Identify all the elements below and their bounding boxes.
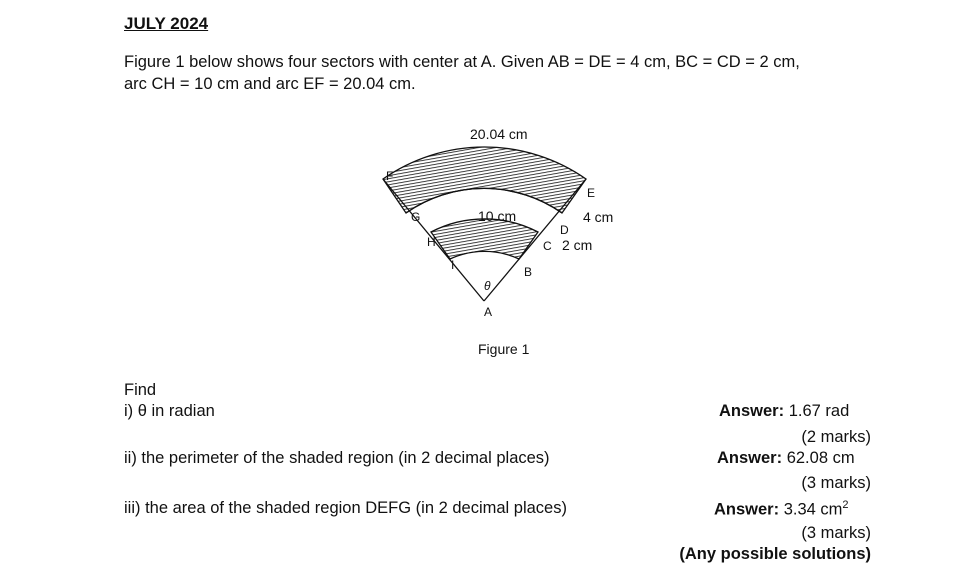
- marks-2: (3 marks): [801, 474, 871, 492]
- answer-2-value: 62.08 cm: [786, 449, 855, 467]
- figure-caption: Figure 1: [478, 341, 530, 357]
- point-d: D: [560, 223, 569, 237]
- question-3: iii) the area of the shaded region DEFG (in 2 decimal places): [124, 499, 567, 517]
- angle-theta: θ: [484, 279, 491, 293]
- answer-3-value: 3.34 cm: [783, 500, 843, 519]
- answer-3-exponent: 2: [842, 499, 849, 511]
- answer-label: Answer:: [719, 402, 785, 420]
- point-a: A: [484, 305, 493, 319]
- bc-length-label: 2 cm: [562, 237, 593, 253]
- arc-ef-label: 20.04 cm: [470, 126, 528, 142]
- shaded-region-bchi: [431, 219, 538, 259]
- marks-1: (2 marks): [801, 428, 871, 446]
- point-b: B: [524, 265, 533, 279]
- question-1: i) θ in radian: [124, 402, 215, 420]
- point-c: C: [543, 239, 552, 253]
- arc-ch-label: 10 cm: [478, 208, 517, 224]
- de-length-label: 4 cm: [583, 209, 614, 225]
- answer-1: [719, 402, 849, 421]
- answer-2: [717, 449, 855, 468]
- point-h: H: [427, 235, 436, 249]
- point-f: F: [386, 169, 394, 183]
- answer-1-value: 1.67 rad: [788, 402, 850, 420]
- find-label: Find: [124, 381, 157, 399]
- page-heading: JULY 2024: [124, 14, 209, 33]
- point-g: G: [411, 210, 421, 224]
- question-2: ii) the perimeter of the shaded region (in 2 decimal places): [124, 449, 550, 467]
- point-i: I: [451, 258, 455, 272]
- solutions-note: (Any possible solutions): [679, 545, 871, 563]
- shaded-region-defg: [383, 147, 586, 213]
- answer-label: Answer:: [717, 449, 783, 467]
- marks-3: (3 marks): [801, 524, 871, 542]
- intro-line-1: Figure 1 below shows four sectors with center at A. Given AB = DE = 4 cm, BC = CD = 2 cm,: [124, 53, 800, 71]
- answer-label: Answer:: [714, 500, 780, 519]
- point-e: E: [587, 186, 596, 200]
- intro-line-2: arc CH = 10 cm and arc EF = 20.04 cm.: [124, 75, 416, 93]
- answer-3: [714, 499, 849, 520]
